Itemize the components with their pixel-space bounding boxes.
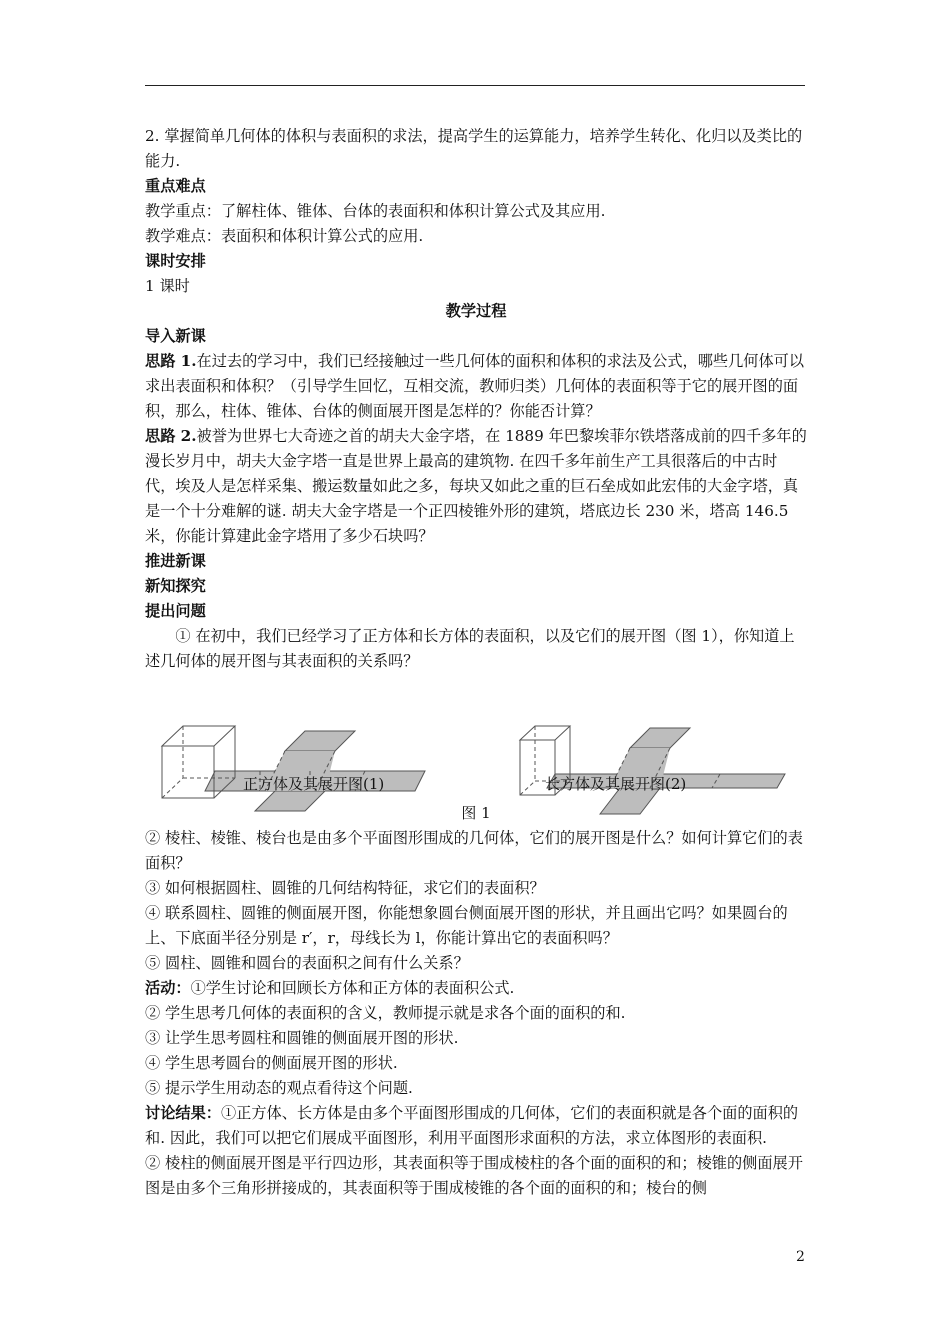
question-3: ③ 如何根据圆柱、圆锥的几何结构特征，求它们的表面积？ [145, 879, 545, 897]
idea-2-label: 思路 2. [145, 427, 197, 445]
intro-heading: 导入新课 [145, 327, 206, 345]
page-content [145, 124, 807, 1201]
key-focus: 教学重点：了解柱体、锥体、台体的表面积和体积计算公式及其应用. [145, 202, 606, 220]
discussion-label: 讨论结果： [145, 1104, 221, 1122]
key-points-heading: 重点难点 [145, 177, 206, 195]
objective-2: 2. 掌握简单几何体的体积与表面积的求法，提高学生的运算能力，培养学生转化、化归以及类比的能力. [145, 127, 803, 170]
activity-label: 活动： [145, 979, 191, 997]
explore-heading: 新知探究 [145, 577, 206, 595]
discussion-1-text: ①正方体、长方体是由多个平面图形围成的几何体，它们的表面积就是各个面的面积的和. 因此，我们可以把它们展成平面图形，利用平面图形求面积的方法，求立体图形的表面积. [145, 1104, 799, 1147]
question-4: ④ 联系圆柱、圆锥的侧面展开图，你能想象圆台侧面展开图的形状，并且画出它吗？如果圆台的上、下底面半径分别是 r′，r，母线长为 l，你能计算出它的表面积吗？ [145, 904, 788, 947]
question-2: ② 棱柱、棱锥、棱台也是由多个平面图形围成的几何体，它们的展开图是什么？如何计算它们的表面积？ [145, 829, 803, 872]
header-rule [145, 85, 805, 86]
figure-label: 图 1 [461, 804, 491, 822]
activity-5: ⑤ 提示学生用动态的观点看待这个问题. [145, 1079, 413, 1097]
idea-2 [145, 424, 807, 549]
schedule-heading: 课时安排 [145, 252, 206, 270]
idea-1 [145, 349, 807, 424]
discussion-2: ② 棱柱的侧面展开图是平行四边形，其表面积等于围成棱柱的各个面的面积的和；棱锥的侧面展开图是由多个三角形拼接成的，其表面积等于围成棱锥的各个面的面积的和；棱台的侧 [145, 1154, 803, 1197]
idea-2-text: 被誉为世界七大奇迹之首的胡夫大金字塔，在 1889 年巴黎埃菲尔铁塔落成前的四千多年的漫长岁月中，胡夫大金字塔一直是世界上最高的建筑物. 在四千多年前生产工具很落后的中古时代，埃及人是怎样采集、搬运数量如此之多，每块又如此之重的巨石垒成如此宏伟的大金字塔，真是一个十分难解的谜. 胡夫大金字塔是一个正四棱锥外形的建筑，塔底边长 230 米，塔高 146.5 米，你能计算建此金字塔用了多少石块吗？ [145, 427, 807, 545]
idea-1-label: 思路 1. [145, 352, 197, 370]
figure-1 [145, 676, 807, 826]
schedule-value: 1 课时 [145, 277, 190, 295]
discussion-1 [145, 1101, 807, 1151]
question-heading: 提出问题 [145, 602, 206, 620]
process-title: 教学过程 [445, 302, 507, 320]
question-5: ⑤ 圆柱、圆锥和圆台的表面积之间有什么关系？ [145, 954, 469, 972]
figure-caption-cuboid: 长方体及其展开图(2) [545, 775, 687, 793]
advance-heading: 推进新课 [145, 552, 206, 570]
activity-1-text: ①学生讨论和回顾长方体和正方体的表面积公式. [190, 979, 515, 997]
figure-caption-cube: 正方体及其展开图(1) [243, 775, 385, 793]
key-difficulty: 教学难点：表面积和体积计算公式的应用. [145, 227, 424, 245]
activity-4: ④ 学生思考圆台的侧面展开图的形状. [145, 1054, 398, 1072]
question-1: ① 在初中，我们已经学习了正方体和长方体的表面积，以及它们的展开图（图 1），你知道上述几何体的展开图与其表面积的关系吗？ [145, 627, 795, 670]
activity-3: ③ 让学生思考圆柱和圆锥的侧面展开图的形状. [145, 1029, 459, 1047]
activity-2: ② 学生思考几何体的表面积的含义，教师提示就是求各个面的面积的和. [145, 1004, 626, 1022]
cube-net-diagram [162, 726, 425, 811]
idea-1-text: 在过去的学习中，我们已经接触过一些几何体的面积和体积的求法及公式，哪些几何体可以求出表面积和体积？（引导学生回忆，互相交流，教师归类）几何体的表面积等于它的展开图的面积，那么，柱体、锥体、台体的侧面展开图是怎样的？你能否计算？ [145, 352, 805, 420]
page-number: 2 [796, 1249, 805, 1265]
activity-1 [145, 976, 807, 1001]
